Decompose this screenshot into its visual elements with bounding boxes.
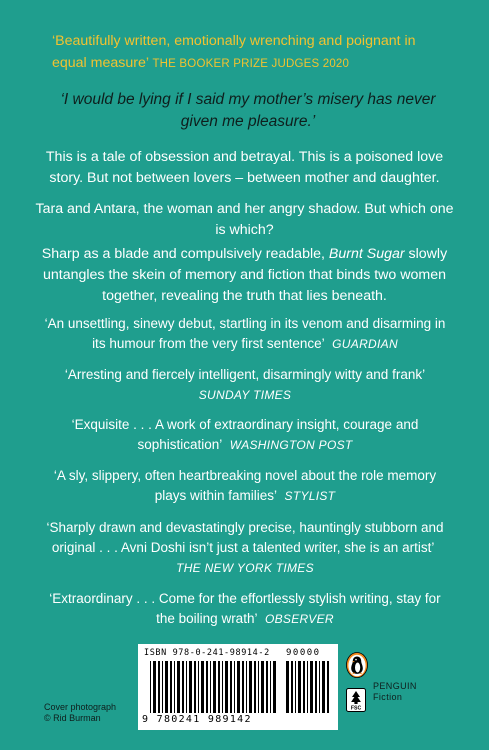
review-sunday-times [40, 365, 450, 405]
barcode-bar [153, 661, 156, 713]
barcode-digits: 9 780241 989142 [142, 714, 252, 725]
barcode-panel [138, 644, 338, 730]
barcode-bar [266, 661, 268, 713]
review-source: SUNDAY TIMES [198, 388, 292, 402]
barcode-bar [273, 661, 276, 713]
epigraph-quote: ‘I would be lying if I said my mother’s misery has never given me pleasure.’ [60, 91, 436, 130]
barcode-bar [322, 661, 325, 713]
barcode-bar [189, 661, 192, 713]
barcode-bar [298, 661, 301, 713]
review-quote: ‘Sharply drawn and devastatingly precise, hauntingly stubborn and original . . . Avni Doshi isn’t just a talented writer, she is an artist’ [46, 520, 444, 555]
barcode-bar [201, 661, 204, 713]
barcode-bar [234, 661, 235, 713]
barcode-bar [206, 661, 208, 713]
review-source: THE NEW YORK TIMES [176, 561, 314, 575]
review-guardian [40, 314, 450, 354]
barcode-bar [170, 661, 172, 713]
booker-quote [52, 30, 452, 75]
review-source: WASHINGTON POST [229, 438, 353, 452]
barcode-bar [307, 661, 308, 713]
publisher-name: PENGUIN [373, 681, 417, 691]
barcode-bar [319, 661, 320, 713]
fsc-label: FSC [350, 705, 362, 712]
review-quote: ‘A sly, slippery, often heartbreaking novel about the role memory plays within families’ [53, 468, 437, 503]
penguin-logo-icon [346, 652, 368, 678]
barcode-bar [261, 661, 264, 713]
blurb-paragraph-1: This is a tale of obsession and betrayal. This is a poisoned love story. But not between lovers – between mother and daughter. [45, 149, 444, 186]
barcode-bar [291, 661, 293, 713]
blurb-paragraph-3 [34, 244, 455, 307]
barcode-bar [162, 661, 163, 713]
barcode-bar [210, 661, 211, 713]
barcode-bar [194, 661, 196, 713]
barcode-bar [270, 661, 271, 713]
review-quote: ‘Extraordinary . . . Come for the effortlessly stylish writing, stay for the boiling wrath’ [49, 591, 441, 626]
barcode-bar [174, 661, 175, 713]
barcode-bar [327, 661, 329, 713]
isbn-label: ISBN 978-0-241-98914-2 [144, 648, 270, 658]
barcode-bar [295, 661, 296, 713]
review-quote: ‘Arresting and fiercely intelligent, disarmingly witty and frank’ [64, 367, 426, 382]
review-source: STYLIST [284, 489, 336, 503]
barcode-bar [158, 661, 160, 713]
barcode-bar [150, 661, 151, 713]
review-quote: ‘Exquisite . . . A work of extraordinary insight, courage and sophistication’ [71, 417, 419, 452]
review-stylist [40, 466, 450, 506]
barcode-bar [249, 661, 252, 713]
booker-quote-attribution: THE BOOKER PRIZE JUDGES 2020 [152, 58, 350, 70]
review-quote: ‘An unsettling, sinewy debut, startling in its venom and disarming in its humour from the very first sentence’ [44, 316, 446, 351]
barcode-bar [198, 661, 199, 713]
publisher-imprint [373, 681, 417, 703]
cover-photo-credit [44, 702, 116, 724]
barcode-bar [246, 661, 247, 713]
barcode-bar [315, 661, 317, 713]
fsc-logo-icon [346, 688, 366, 712]
barcode-bar [177, 661, 180, 713]
barcode-bar [182, 661, 184, 713]
review-washington-post [40, 415, 450, 455]
barcode-bar [165, 661, 168, 713]
booker-quote-text: ‘Beautifully written, emotionally wrenching and poignant in equal measure’ [52, 33, 416, 71]
barcode-bar [186, 661, 187, 713]
barcode-bar [254, 661, 256, 713]
barcode-bar [303, 661, 305, 713]
price-addon-number: 90000 [286, 648, 321, 658]
barcode-bar [237, 661, 240, 713]
barcode-bar [286, 661, 289, 713]
barcode-bar [242, 661, 244, 713]
review-source: GUARDIAN [332, 337, 398, 351]
review-observer [40, 589, 450, 629]
blurb-paragraph-2: Tara and Antara, the woman and her angry shadow. But which one is which? [35, 201, 454, 238]
addon-barcode-icon [286, 661, 332, 713]
review-new-york-times [40, 518, 450, 578]
credit-line-2: © Rid Burman [44, 713, 101, 723]
credit-line-1: Cover photograph [44, 702, 117, 712]
blurb-p3-start: Sharp as a blade and compulsively readable, [41, 246, 329, 262]
barcode-bar [213, 661, 216, 713]
barcode-bar [258, 661, 259, 713]
barcode-icon [150, 661, 280, 713]
barcode-bar [218, 661, 220, 713]
blurb-p3-end: slowly untangles the skein of memory and fiction that binds two women together, revealing the truth that lies beneath. [43, 246, 448, 304]
barcode-bar [230, 661, 232, 713]
review-source: OBSERVER [264, 612, 334, 626]
barcode-bar [222, 661, 223, 713]
book-title: Burnt Sugar [328, 246, 405, 262]
barcode-bar [225, 661, 228, 713]
publisher-line: Fiction [373, 692, 403, 702]
barcode-bar [310, 661, 313, 713]
